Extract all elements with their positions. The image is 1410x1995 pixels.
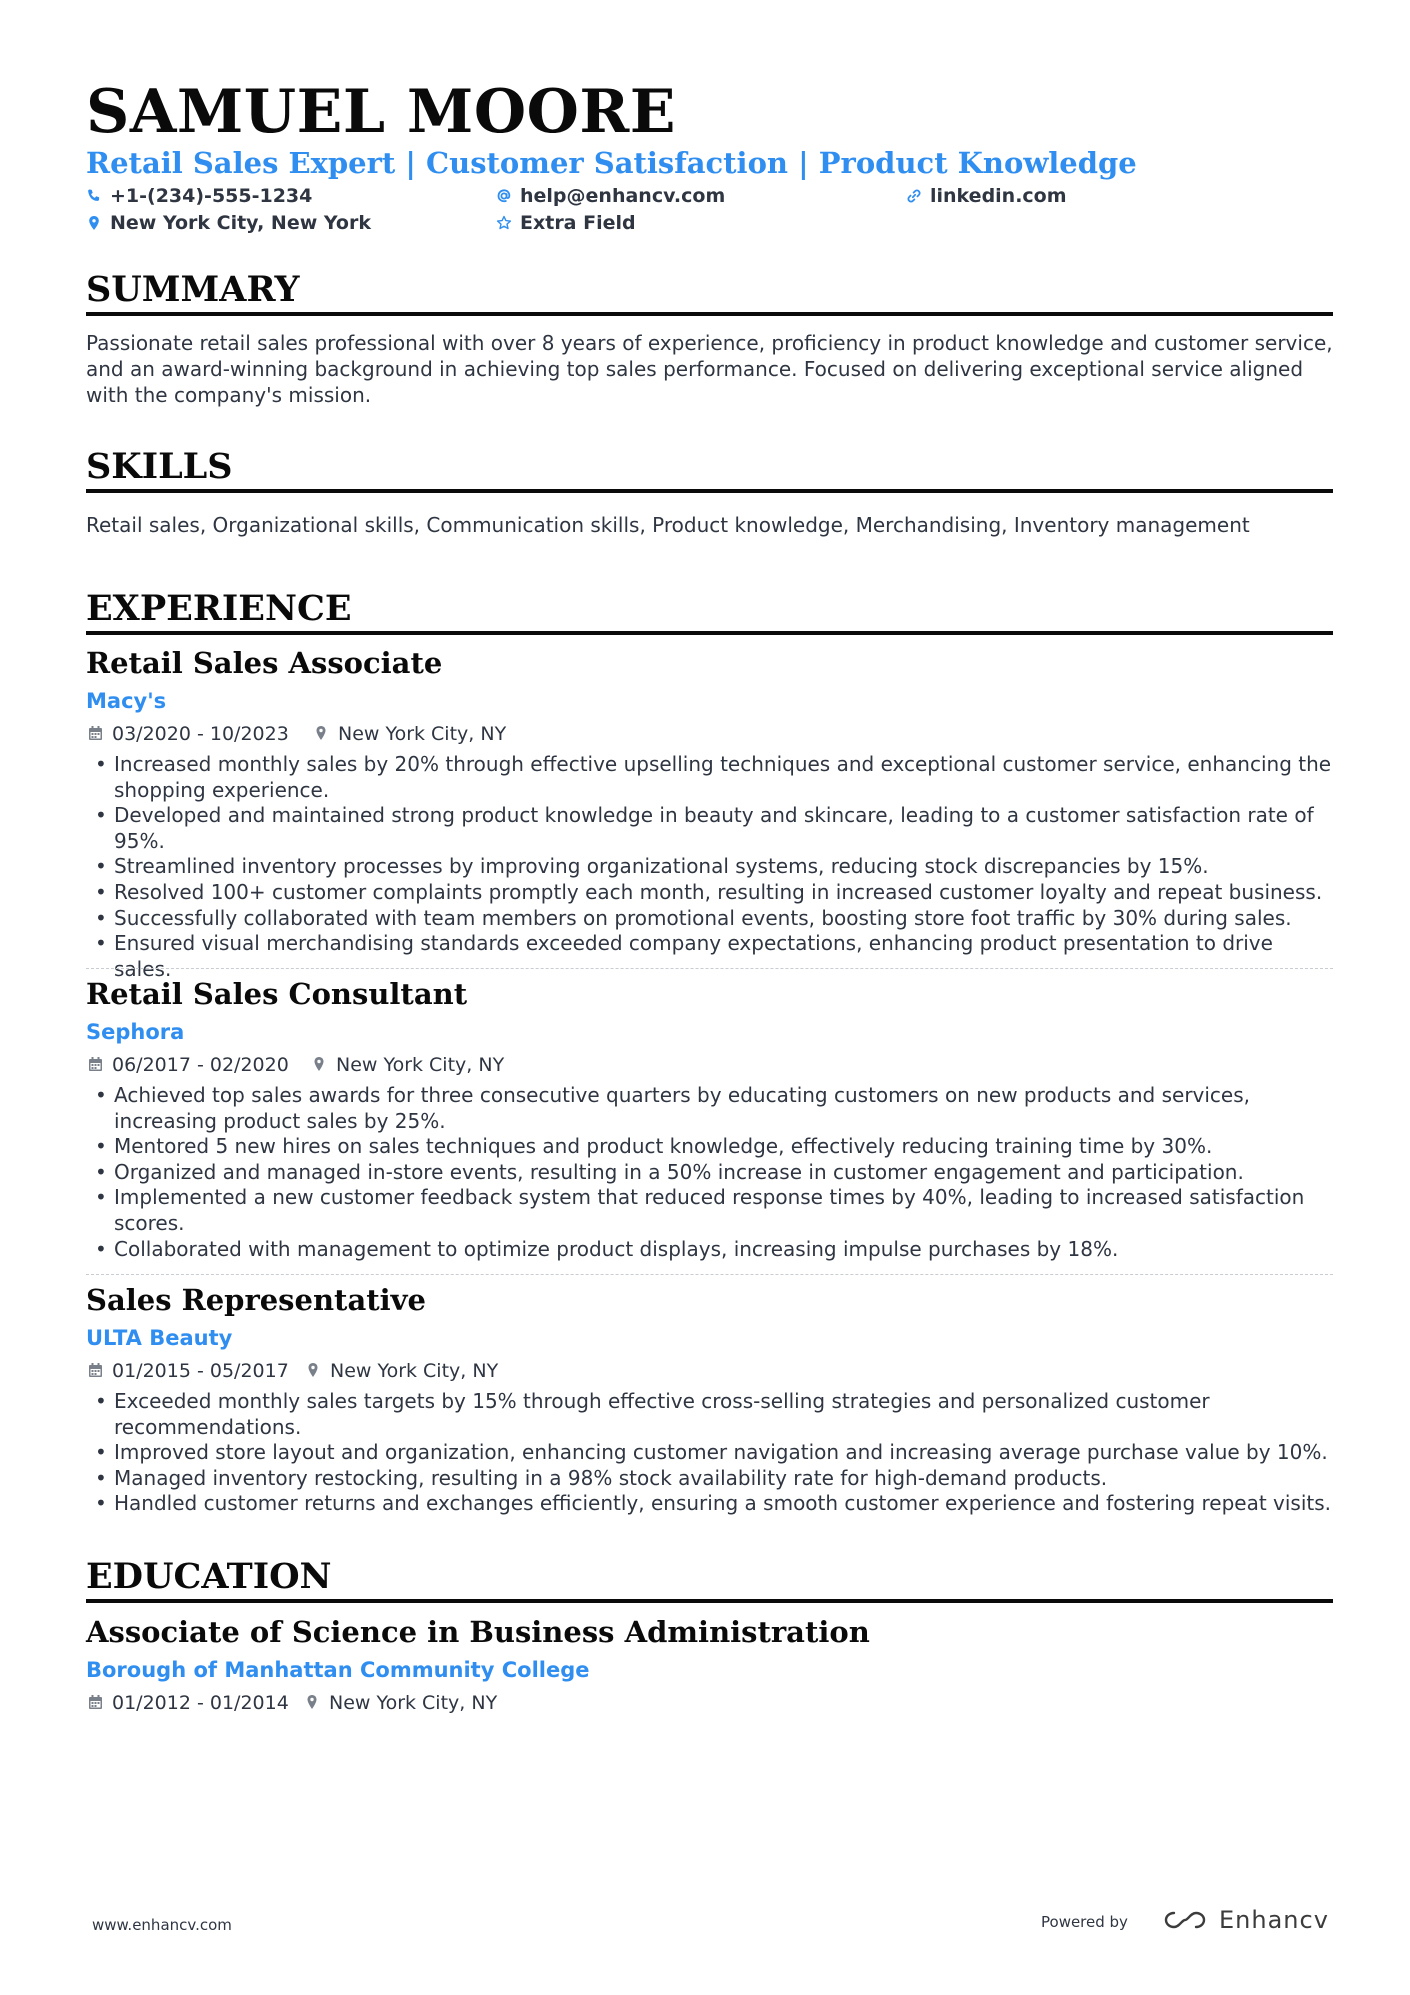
summary-divider [86,312,1333,316]
entry-separator [86,1274,1333,1275]
job-location: New York City, NY [330,1360,499,1382]
company-name: Macy's [86,689,167,713]
skills-heading: SKILLS [86,446,233,487]
job-title: Retail Sales Consultant [86,977,468,1011]
company-name: Sephora [86,1020,185,1044]
bullet-item: • Improved store layout and organization, enhancing customer navigation and increasing average purchase value by 10%. [86,1440,1333,1466]
education-dates: 01/2012 - 01/2014 [112,1692,289,1714]
job-dates: 06/2017 - 02/2020 [112,1054,289,1076]
bullet-item: • Increased monthly sales by 20% through effective upselling techniques and exceptional customer service, enhancing the shopping experience. [86,752,1333,803]
location-text: New York City, New York [110,212,371,234]
experience-divider [86,631,1333,635]
job-location: New York City, NY [338,723,507,745]
summary-heading: SUMMARY [86,269,300,310]
link-icon [906,188,922,204]
job-title: Sales Representative [86,1283,426,1317]
education-heading: EDUCATION [86,1556,332,1597]
bullet-item: • Streamlined inventory processes by improving organizational systems, reducing stock discrepancies by 15%. [86,854,1333,880]
phone-text: +1-(234)-555-1234 [110,185,313,207]
extra-field-text: Extra Field [520,212,636,234]
bullet-item: • Developed and maintained strong product knowledge in beauty and skincare, leading to a customer satisfaction rate of 95%. [86,803,1333,854]
infinity-logo-icon [1161,1909,1209,1931]
bullet-item: • Exceeded monthly sales targets by 15% through effective cross-selling strategies and personalized customer recommendations. [86,1389,1333,1440]
experience-heading: EXPERIENCE [86,588,352,629]
map-pin-icon [86,215,102,231]
bullet-item: • Organized and managed in-store events, resulting in a 50% increase in customer engagement and participation. [86,1160,1333,1186]
linkedin-text: linkedin.com [930,185,1067,207]
calendar-icon [88,725,103,741]
bullet-item: • Resolved 100+ customer complaints promptly each month, resulting in increased customer loyalty and repeat business. [86,880,1333,906]
job-title: Retail Sales Associate [86,646,443,680]
candidate-name: SAMUEL MOORE [86,77,676,147]
map-pin-icon [312,1056,326,1072]
skills-divider [86,489,1333,493]
calendar-icon [88,1056,103,1072]
job-bullets [86,752,1333,982]
powered-by-label: Powered by [1041,1913,1128,1931]
brand-name: Enhancv [1219,1906,1329,1934]
job-dates: 03/2020 - 10/2023 [112,723,289,745]
company-name: ULTA Beauty [86,1326,233,1350]
website-link[interactable]: www.enhancv.com [92,1916,232,1934]
school-name: Borough of Manhattan Community College [86,1658,590,1682]
headline: Retail Sales Expert | Customer Satisfaction | Product Knowledge [86,146,1137,180]
job-bullets [86,1083,1333,1262]
calendar-icon [88,1694,103,1710]
phone-icon [86,188,102,204]
education-location: New York City, NY [329,1692,498,1714]
summary-text: Passionate retail sales professional with over 8 years of experience, proficiency in product knowledge and customer service, and an award-winning background in achieving top sales performance. Focused on delivering exceptional service aligned with the company's mission. [86,331,1333,407]
entry-separator [86,968,1333,969]
bullet-item: • Handled customer returns and exchanges efficiently, ensuring a smooth customer experience and fostering repeat visits. [86,1491,1333,1517]
job-dates: 01/2015 - 05/2017 [112,1360,289,1382]
job-bullets [86,1389,1333,1517]
at-icon [496,188,512,204]
education-divider [86,1599,1333,1603]
email-text: help@enhancv.com [520,185,726,207]
bullet-item: • Achieved top sales awards for three consecutive quarters by educating customers on new products and services, increasing product sales by 25%. [86,1083,1333,1134]
bullet-item: • Ensured visual merchandising standards exceeded company expectations, enhancing product presentation to drive sales. [86,931,1333,982]
map-pin-icon [306,1362,320,1378]
calendar-icon [88,1362,103,1378]
map-pin-icon [305,1694,319,1710]
bullet-item: • Mentored 5 new hires on sales techniques and product knowledge, effectively reducing training time by 30%. [86,1134,1333,1160]
bullet-item: • Successfully collaborated with team members on promotional events, boosting store foot traffic by 30% during sales. [86,906,1333,932]
star-icon [496,215,512,231]
bullet-item: • Implemented a new customer feedback system that reduced response times by 40%, leading to increased satisfaction scores. [86,1185,1333,1236]
skills-text: Retail sales, Organizational skills, Communication skills, Product knowledge, Merchandising, Inventory management [86,513,1250,537]
bullet-item: • Managed inventory restocking, resulting in a 98% stock availability rate for high-demand products. [86,1466,1333,1492]
map-pin-icon [314,725,328,741]
degree-title: Associate of Science in Business Administration [86,1615,870,1649]
bullet-item: • Collaborated with management to optimize product displays, increasing impulse purchases by 18%. [86,1237,1333,1263]
job-location: New York City, NY [336,1054,505,1076]
